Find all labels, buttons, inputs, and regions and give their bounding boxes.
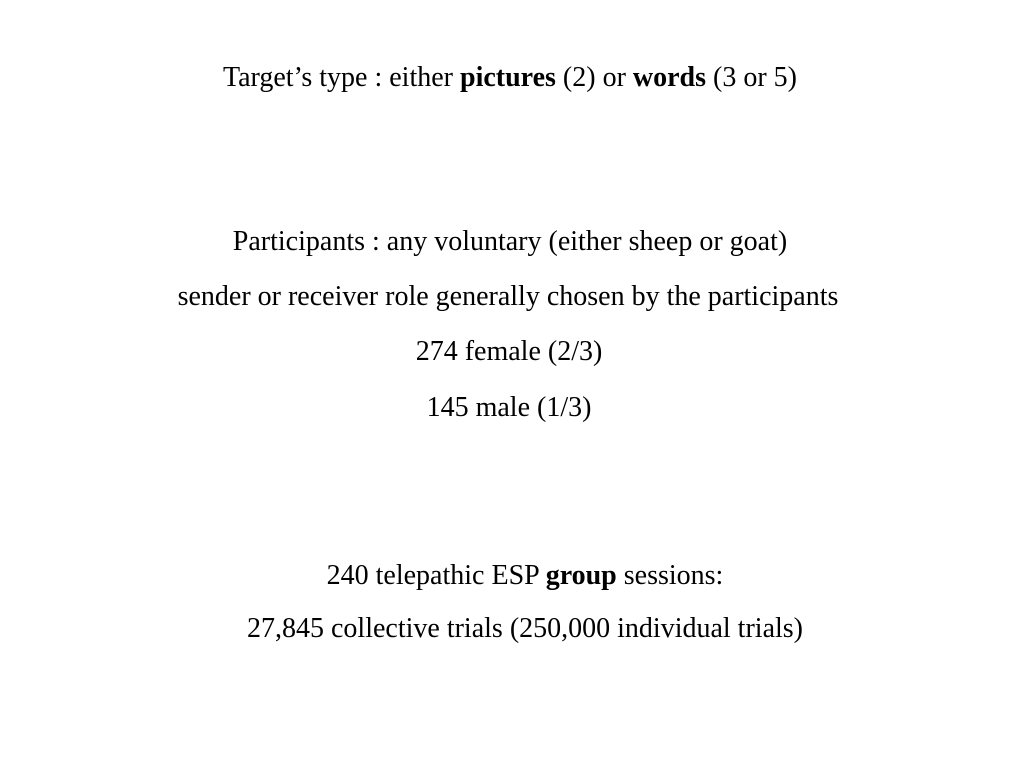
sessions-prefix: 240 telepathic ESP <box>326 560 546 591</box>
target-type-line <box>0 61 1022 95</box>
participants-line: Participants : any voluntary (either sheep or goat) <box>232 226 788 257</box>
role-line: sender or receiver role generally chosen by the participants <box>177 281 839 312</box>
trials-line: 27,845 collective trials (250,000 individual trials) <box>247 613 803 644</box>
sessions-suffix: sessions: <box>616 560 724 591</box>
target-type-middle: (2) or <box>555 62 633 93</box>
pictures-emphasis: pictures <box>460 62 556 93</box>
target-type-prefix: Target’s type : either <box>222 62 460 93</box>
female-count-line: 274 female (2/3) <box>415 336 603 367</box>
sessions-line <box>13 559 1024 593</box>
target-type-suffix: (3 or 5) <box>706 62 798 93</box>
words-emphasis: words <box>632 62 707 93</box>
group-emphasis: group <box>545 560 617 591</box>
male-count-line: 145 male (1/3) <box>426 392 592 423</box>
